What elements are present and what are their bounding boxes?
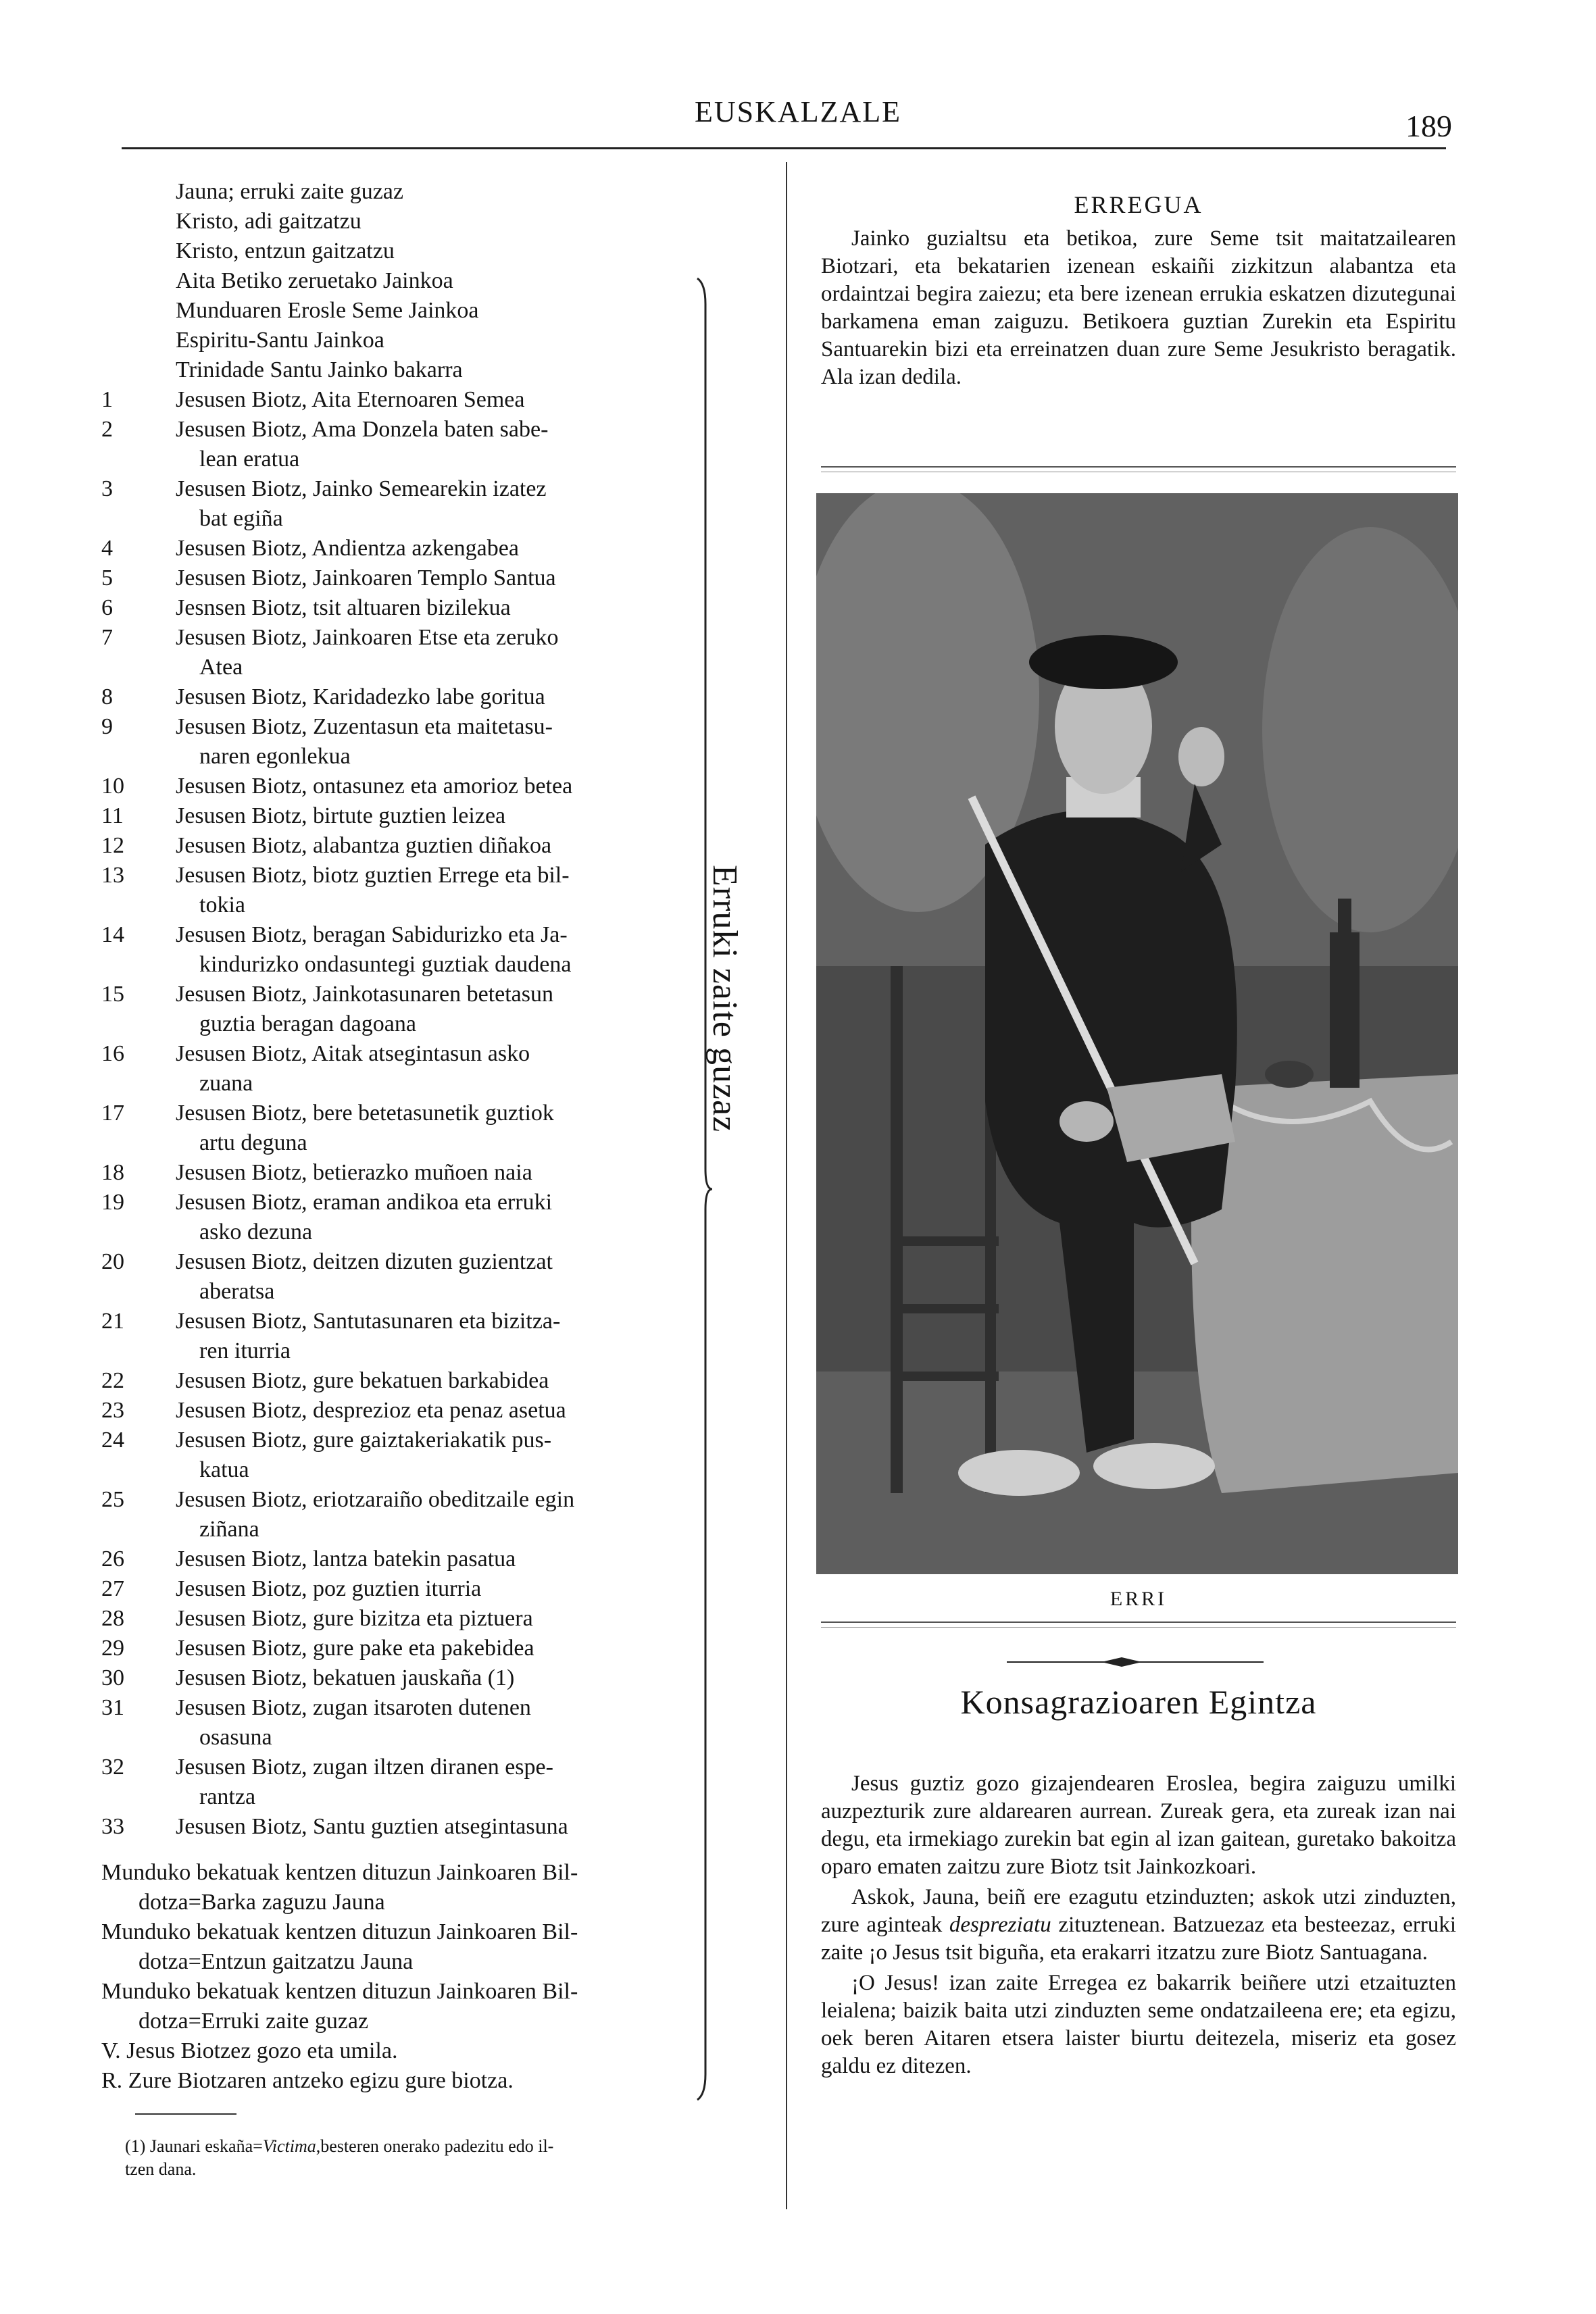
litany-text: Jesnsen Biotz, tsit altuaren bizilekua (176, 595, 511, 620)
litany-number: 4 (101, 536, 113, 561)
agnus-dei-line: Munduko bekatuak kentzen dituzun Jainkoaren Bil- (101, 1919, 578, 1944)
litany-number: 2 (101, 417, 113, 442)
footnote-rule (135, 2113, 236, 2115)
litany-text: Jesusen Biotz, zugan itsaroten dutenen (176, 1695, 531, 1720)
litany-intro-text: Espiritu-Santu Jainkoa (176, 328, 384, 353)
litany-number: 25 (101, 1487, 124, 1512)
ornament-divider (1007, 1655, 1264, 1669)
litany-text: Jesusen Biotz, Jainkotasunaren betetasun (176, 982, 553, 1007)
agnus-dei-lines (101, 1858, 777, 2096)
litany-number: 14 (101, 922, 124, 947)
litany-number: 32 (101, 1755, 124, 1780)
litany-text: guztia beragan dagoana (199, 1011, 416, 1036)
litany-text: lean eratua (199, 447, 300, 472)
litany-text: Jesusen Biotz, eraman andikoa eta erruki (176, 1190, 553, 1215)
litany-text: asko dezuna (199, 1219, 313, 1244)
konsagrazio-heading: Konsagrazioaren Egintza (960, 1683, 1317, 1721)
litany-text: Jesusen Biotz, gure gaiztakeriakatik pus- (176, 1428, 552, 1453)
litany-number: 5 (101, 565, 113, 590)
running-header: EUSKALZALE (695, 95, 901, 128)
litany-text: tokia (199, 892, 245, 917)
litany-intro-text: Munduaren Erosle Seme Jainkoa (176, 298, 479, 323)
litany-number: 12 (101, 833, 124, 858)
litany-number: 29 (101, 1636, 124, 1661)
litany-text: Jesusen Biotz, beragan Sabidurizko eta Ja- (176, 922, 568, 947)
litany-text: Jesusen Biotz, Andientza azkengabea (176, 536, 519, 561)
litany-text: artu deguna (199, 1130, 307, 1155)
erregua-heading: ERREGUA (1074, 191, 1203, 218)
litany-text: Atea (199, 655, 243, 680)
litany-text: Jesusen Biotz, gure bizitza eta piztuera (176, 1606, 533, 1631)
litany-number: 28 (101, 1606, 124, 1631)
separator-rule (821, 1627, 1456, 1628)
litany-text: Jesusen Biotz, Ama Donzela baten sabe- (176, 417, 549, 442)
litany-text: Jesusen Biotz, Santutasunaren eta bizitza- (176, 1309, 561, 1334)
separator-rule (821, 466, 1456, 468)
litany-number: 16 (101, 1041, 124, 1066)
litany-text: naren egonlekua (199, 744, 351, 769)
litany-number: 21 (101, 1309, 124, 1334)
litany-text: Jesusen Biotz, betierazko muñoen naia (176, 1160, 532, 1185)
agnus-dei-line: Munduko bekatuak kentzen dituzun Jainkoaren Bil- (101, 1979, 578, 2004)
litany-text: Jesusen Biotz, zugan iltzen diranen espe- (176, 1755, 553, 1780)
litany-text: Jesusen Biotz, ontasunez eta amorioz betea (176, 774, 573, 799)
litany-text: Jesusen Biotz, bekatuen jauskaña (1) (176, 1665, 515, 1690)
litany-text: osasuna (199, 1725, 272, 1750)
litany-number: 6 (101, 595, 113, 620)
litany-text: aberatsa (199, 1279, 275, 1304)
litany-text: kindurizko ondasuntegi guztiak daudena (199, 952, 572, 977)
litany-number: 9 (101, 714, 113, 739)
erregua-text: Jainko guzialtsu eta betikoa, zure Seme tsit maitatzailearen Biotzari, eta bekatarien izenean eskaiñi zizkitzun alabantza eta ordaintzai begira zaiezu; eta bere izenean errukia eskatzen dizutegunai barkamena eman zaiguzu. Betikoera guztian Zurekin eta Espiritu Santuarekin bizi eta erreinatzen duan zure Seme Jesukristo beragatik. Ala izan dedila. (821, 226, 1456, 389)
agnus-dei-line: dotza=Entzun gaitzatzu Jauna (139, 1949, 414, 1974)
agnus-dei-line: dotza=Barka zaguzu Jauna (139, 1890, 385, 1915)
litany-text: ren iturria (199, 1338, 291, 1363)
litany-text: Jesusen Biotz, bere betetasunetik guztiok (176, 1101, 554, 1126)
litany-text: Jesusen Biotz, lantza batekin pasatua (176, 1546, 516, 1571)
litany-number: 20 (101, 1249, 124, 1274)
agnus-dei-line: dotza=Erruki zaite guzaz (139, 2009, 369, 2034)
litany-number: 13 (101, 863, 124, 888)
agnus-dei-line: V. Jesus Biotzez gozo eta umila. (101, 2038, 398, 2063)
litany-intro-text: Trinidade Santu Jainko bakarra (176, 357, 463, 382)
litany-text: Jesusen Biotz, Jainkoaren Etse eta zeruko (176, 625, 559, 650)
litany-number: 18 (101, 1160, 124, 1185)
portrait-photo (816, 493, 1458, 1574)
litany-text: Jesusen Biotz, biotz guztien Errege eta bil- (176, 863, 570, 888)
litany-number: 33 (101, 1814, 124, 1839)
litany-intro-text: Kristo, adi gaitzatzu (176, 209, 361, 234)
litany-intro-text: Aita Betiko zeruetako Jainkoa (176, 268, 453, 293)
litany-text: Jesusen Biotz, alabantza guztien diñakoa (176, 833, 552, 858)
litany-text: Jesusen Biotz, gure pake eta pakebidea (176, 1636, 534, 1661)
photo-caption: ERRI (1109, 1588, 1168, 1610)
litany-number: 27 (101, 1576, 124, 1601)
litany-number: 3 (101, 476, 113, 501)
vertical-response: Erruki zaite guzaz (705, 865, 744, 1133)
litany-number: 26 (101, 1546, 124, 1571)
litany-text: rantza (199, 1784, 256, 1809)
litany-number: 31 (101, 1695, 124, 1720)
litany-text: Jesusen Biotz, poz guztien iturria (176, 1576, 482, 1601)
litany-number: 15 (101, 982, 124, 1007)
konsagrazio-text: Jesus guztiz gozo gizajendearen Eroslea, begira zaiguzu umilki auzpezturik zure aldarearen aurrean. Zureak gera, eta zureak izan nai degu, eta irmekiago zurekin bat egin al izan gaitean, guretako bakoitza oparo ematen zaitzu zure Biotz tsit Jainkozkoari. Askok, Jauna, beiñ ere ezagutu etzinduzten; askok utzi zinduzten, zure aginteak despreziatu zituztenean. Batzuezaz eta besteezaz, erruki zaite ¡o Jesus tsit biguña, eta erakarri itzatzu zure Biotz Santuagana. ¡O Jesus! izan zaite Erregea ez bakarrik beiñere utzi etzaituzten leialena; baizik baita utzi zinduzten seme ondatzaileena ere; eta egizu, oek beren Aitaren etsera laister biurtu deitezela, miseriz eta gosez galdu ez ditezen. (821, 1771, 1457, 2078)
litany-intro-line (101, 207, 804, 236)
litany-number: 1 (101, 387, 113, 412)
litany-text: ziñana (199, 1517, 259, 1542)
litany-text: Jesusen Biotz, Jainko Semearekin izatez (176, 476, 547, 501)
litany-text: zuana (199, 1071, 253, 1096)
litany-text: katua (199, 1457, 249, 1482)
litany-text: Jesusen Biotz, Zuzentasun eta maitetasu- (176, 714, 553, 739)
litany-text: bat egiña (199, 506, 283, 531)
litany-number: 11 (101, 803, 124, 828)
header-rule (122, 147, 1446, 149)
litany-intro-line (101, 177, 804, 207)
agnus-dei-line: R. Zure Biotzaren antzeko egizu gure biotza. (101, 2068, 514, 2093)
litany-number: 24 (101, 1428, 124, 1453)
litany-text: Jesusen Biotz, Aitak atsegintasun asko (176, 1041, 530, 1066)
litany-intro-text: Jauna; erruki zaite guzaz (176, 179, 403, 204)
litany-text: Jesusen Biotz, Jainkoaren Templo Santua (176, 565, 556, 590)
separator-rule (821, 1621, 1456, 1623)
litany-number: 8 (101, 684, 113, 709)
footnote: (1) Jaunari eskaña=Victima,besteren onerako padezitu edo il- tzen dana. (125, 2136, 554, 2179)
litany-text: Jesusen Biotz, Santu guztien atsegintasuna (176, 1814, 568, 1839)
litany-text: Jesusen Biotz, deitzen dizuten guzientzat (176, 1249, 553, 1274)
litany-text: Jesusen Biotz, birtute guztien leizea (176, 803, 506, 828)
litany-number: 30 (101, 1665, 124, 1690)
litany-text: Jesusen Biotz, Karidadezko labe goritua (176, 684, 545, 709)
litany-number: 17 (101, 1101, 124, 1126)
litany-intro-line (101, 236, 804, 266)
litany-text: Jesusen Biotz, gure bekatuen barkabidea (176, 1368, 549, 1393)
litany-number: 10 (101, 774, 124, 799)
litany-text: Jesusen Biotz, eriotzaraiño obeditzaile egin (176, 1487, 575, 1512)
litany-text: Jesusen Biotz, Aita Eternoaren Semea (176, 387, 525, 412)
litany-text: Jesusen Biotz, desprezioz eta penaz asetua (176, 1398, 566, 1423)
litany-number: 22 (101, 1368, 124, 1393)
page-number: 189 (1405, 109, 1452, 143)
litany-number: 7 (101, 625, 113, 650)
portrait-illustration (816, 493, 1458, 1574)
litany-intro-text: Kristo, entzun gaitzatzu (176, 238, 395, 263)
litany-number: 23 (101, 1398, 124, 1423)
litany-number: 19 (101, 1190, 124, 1215)
agnus-dei-line: Munduko bekatuak kentzen dituzun Jainkoaren Bil- (101, 1860, 578, 1885)
